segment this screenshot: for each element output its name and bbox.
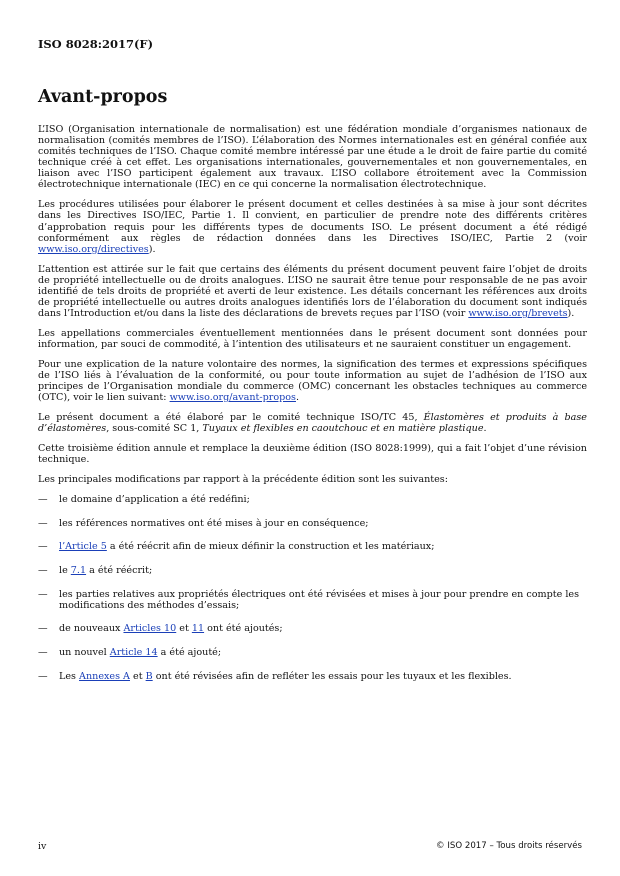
copyright-notice: © ISO 2017 – Tous droits réservés: [436, 841, 582, 851]
link-annex-b[interactable]: B: [145, 670, 153, 682]
list-item: — le 7.1 a été réécrit;: [38, 564, 153, 576]
foreword-body: [38, 124, 587, 695]
link-article-14[interactable]: Article 14: [109, 647, 158, 659]
list-item: — l’Article 5 a été réécrit afin de mieux définir la construction et les matériaux;: [38, 541, 435, 553]
standard-identifier: ISO 8028:2017(F): [38, 37, 154, 51]
list-item: — le domaine d’application a été redéfini;: [38, 493, 250, 505]
link-directives[interactable]: www.iso.org/directives: [38, 243, 149, 255]
paragraph-iso-intro: L’ISO (Organisation internationale de normalisation) est une fédération mondiale d’organismes nationaux de normalisation (comités membres de l’ISO). L’élaboration des Normes internationales est en général confiée aux comités techniques de l’ISO. Chaque comité membre intéressé par une étude a le droit de faire partie du comité technique créé à cet effet. Les organisations internationales, gouvernementales et non gouvernementales, en liaison avec l’ISO participent également aux travaux. L’ISO collabore étroitement avec la Commission électrotechnique internationale (IEC) en ce qui concerne la normalisation électrotechnique.: [38, 124, 587, 191]
link-article-11[interactable]: 11: [191, 623, 205, 635]
paragraph-changes-intro: Les principales modifications par rapport à la précédente édition sont les suivantes:: [38, 474, 448, 486]
paragraph-voluntary-nature: Pour une explication de la nature volontaire des normes, la signification des termes et expressions spécifiques de l’ISO liés à l’évaluation de la conformité, ou pour toute information au sujet de l’adhésion de l’ISO aux principes de l’Organisation mondiale du commerce (OMC) concernant les obstacles techniques au commerce (OTC), voir le lien suivant: www.iso.org/avant-propos.: [38, 358, 587, 404]
list-item: — de nouveaux Articles 10 et 11 ont été ajoutés;: [38, 623, 283, 635]
link-annex-a[interactable]: Annexes A: [79, 670, 130, 682]
link-article-5[interactable]: l’Article 5: [59, 541, 107, 553]
section-title: Avant-propos: [38, 87, 168, 107]
paragraph-committee: Le présent document a été élaboré par le comité technique ISO/TC 45, Élastomères et produits à base d’élastomères, sous-comité SC 1, Tuyaux et flexibles en caoutchouc et en matière plastique.: [38, 412, 587, 435]
list-item: — les parties relatives aux propriétés électriques ont été révisées et mises à jour pour prendre en compte les modifications des méthodes d’essais;: [38, 588, 579, 611]
changes-list: [38, 494, 587, 682]
list-item: — les références normatives ont été mises à jour en conséquence;: [38, 517, 369, 529]
paragraph-edition: Cette troisième édition annule et remplace la deuxième édition (ISO 8028:1999), qui a fait l’objet d’une révision technique.: [38, 443, 587, 466]
link-article-10[interactable]: Articles 10: [123, 623, 177, 635]
paragraph-patents: L’attention est attirée sur le fait que certains des éléments du présent document peuvent faire l’objet de droits de propriété intellectuelle ou de droits analogues. L’ISO ne saurait être tenue pour responsable de ne pas avoir identifié de tels droits de propriété et averti de leur existence. Les détails concernant les références aux droits de propriété intellectuelle ou autres droits analogues identifiés lors de l’élaboration du document sont indiqués dans l’Introduction et/ou dans la liste des déclarations de brevets reçues par l’ISO (voir www.iso.org/brevets).: [38, 263, 587, 319]
link-7-1[interactable]: 7.1: [70, 564, 87, 576]
list-item: — Les Annexes A et B ont été révisées afin de refléter les essais pour les tuyaux et les flexibles.: [38, 670, 512, 682]
page-number: iv: [38, 841, 47, 852]
link-avant-propos[interactable]: www.iso.org/avant-propos: [169, 392, 296, 404]
paragraph-procedures: Les procédures utilisées pour élaborer le présent document et celles destinées à sa mise à jour sont décrites dans les Directives ISO/IEC, Partie 1. Il convient, en particulier de prendre note des différents critères d’approbation requis pour les différents types de documents ISO. Le présent document a été rédigé conformément aux règles de rédaction données dans les Directives ISO/IEC, Partie 2 (voir www.iso.org/directives).: [38, 199, 587, 255]
list-item: — un nouvel Article 14 a été ajouté;: [38, 647, 222, 659]
link-brevets[interactable]: www.iso.org/brevets: [468, 308, 568, 319]
paragraph-trade-names: Les appellations commerciales éventuellement mentionnées dans le présent document sont données pour information, par souci de commodité, à l’intention des utilisateurs et ne sauraient constituer un engagement.: [38, 327, 587, 350]
